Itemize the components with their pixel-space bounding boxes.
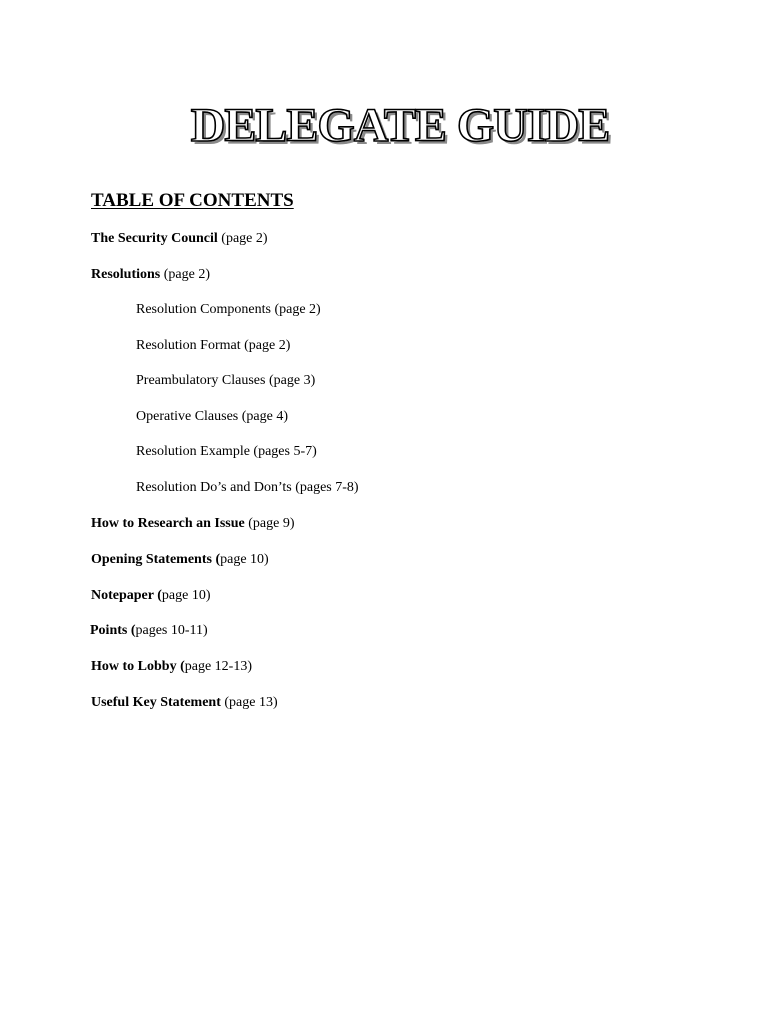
toc-entry-page: page 12-13) bbox=[184, 659, 252, 674]
toc-entry-resolutions[interactable] bbox=[91, 266, 210, 284]
toc-entry-page: (page 2) bbox=[160, 267, 210, 282]
toc-entry-page: (page 2) bbox=[217, 231, 268, 246]
toc-entry-title: Notepaper ( bbox=[91, 588, 162, 603]
toc-entry-resolution-components[interactable] bbox=[136, 301, 321, 319]
toc-entry-points[interactable] bbox=[90, 622, 208, 640]
toc-entry-security-council[interactable] bbox=[91, 230, 268, 248]
toc-entry-page: page 10) bbox=[220, 552, 269, 567]
toc-entry-opening-statements[interactable] bbox=[91, 551, 269, 569]
toc-entry-page: Resolution Do’s and Don’ts (pages 7-8) bbox=[136, 480, 359, 495]
toc-entry-resolution-example[interactable] bbox=[136, 443, 317, 461]
toc-entry-page: pages 10-11) bbox=[135, 623, 208, 638]
toc-entry-page: (page 13) bbox=[220, 695, 278, 710]
toc-entry-page: Operative Clauses (page 4) bbox=[136, 409, 288, 424]
toc-entry-page: (page 9) bbox=[244, 516, 295, 531]
toc-entry-page: Resolution Format (page 2) bbox=[136, 338, 291, 353]
toc-entry-page: page 10) bbox=[161, 588, 211, 603]
toc-entry-title: Useful Key Statement bbox=[91, 695, 221, 710]
toc-heading: TABLE OF CONTENTS bbox=[91, 190, 294, 211]
toc-entry-title: How to Lobby ( bbox=[91, 659, 185, 674]
toc-entry-title: The Security Council bbox=[91, 231, 218, 246]
toc-entry-page: Resolution Example (pages 5-7) bbox=[136, 444, 317, 459]
toc-entry-resolution-dos-donts[interactable] bbox=[136, 479, 359, 497]
toc-entry-useful-key-statement[interactable] bbox=[91, 694, 278, 712]
toc-entry-title: How to Research an Issue bbox=[91, 516, 245, 531]
toc-entry-title: Resolutions bbox=[91, 267, 161, 282]
toc-entry-notepaper[interactable] bbox=[91, 587, 211, 605]
document-title: DELEGATE GUIDE bbox=[190, 99, 610, 152]
toc-entry-how-to-lobby[interactable] bbox=[91, 658, 252, 676]
toc-entry-page: Resolution Components (page 2) bbox=[136, 302, 321, 317]
toc-entry-preambulatory-clauses[interactable] bbox=[136, 372, 315, 390]
toc-entry-title: Points ( bbox=[90, 623, 136, 638]
toc-entry-resolution-format[interactable] bbox=[136, 337, 290, 355]
toc-entry-page: Preambulatory Clauses (page 3) bbox=[136, 373, 316, 388]
toc-entry-title: Opening Statements ( bbox=[91, 552, 221, 567]
toc-entry-operative-clauses[interactable] bbox=[136, 408, 288, 426]
toc-entry-research-issue[interactable] bbox=[91, 515, 295, 533]
